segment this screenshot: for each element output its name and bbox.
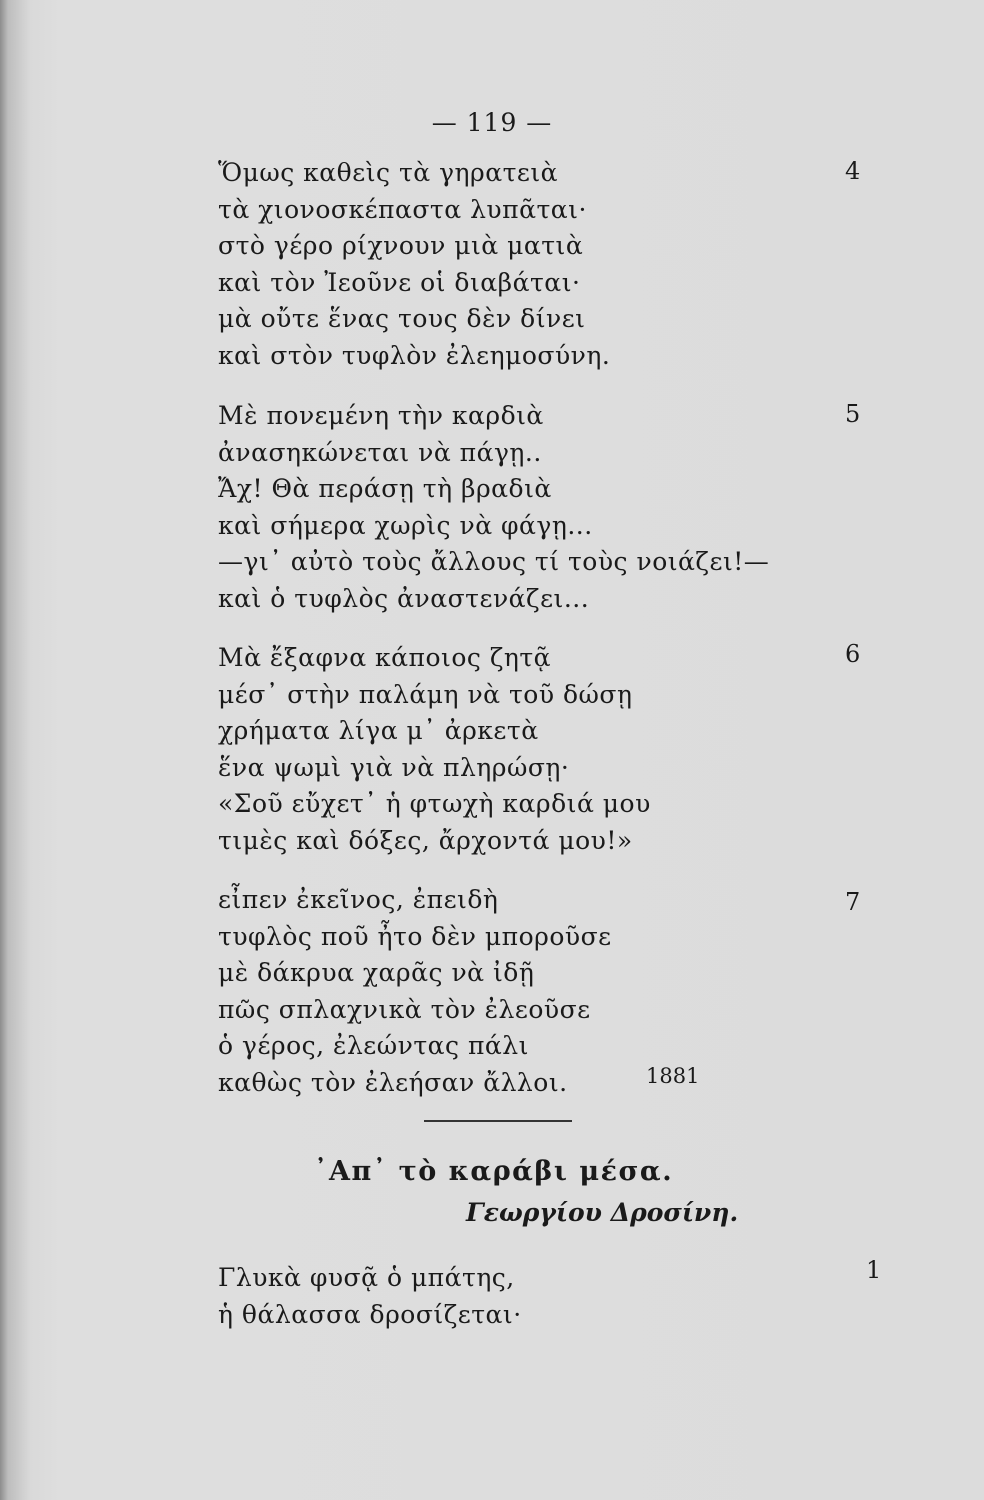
stanza-7 (218, 882, 612, 1102)
verse-line: μέσ᾿ στὴν παλάμη νὰ τοῦ δώσῃ (218, 679, 633, 709)
verse-line: ἡ θάλασσα δροσίζεται· (218, 1299, 522, 1329)
verse-line: χρήματα λίγα μ᾿ ἀρκετὰ (218, 716, 539, 746)
stanza-6 (218, 640, 651, 860)
poem-author: Γεωργίου Δροσίνη. (466, 1198, 739, 1227)
stanza-number: 1 (866, 1256, 882, 1284)
verse-line: καθὼς τὸν ἐλεήσαν ἄλλοι. (218, 1067, 568, 1097)
verse-line: «Σοῦ εὔχετ᾿ ἡ φτωχὴ καρδιά μου (218, 789, 651, 819)
poem-date: 1881 (646, 1064, 700, 1088)
verse-line: Ἄχ! Θὰ περάσῃ τὴ βραδιὰ (218, 474, 552, 504)
verse-line: τυφλὸς ποῦ ἦτο δὲν μποροῦσε (218, 921, 612, 951)
verse-line: εἶπεν ἐκεῖνος, ἐπειδὴ (218, 885, 499, 914)
stanza-1 (218, 1260, 522, 1333)
stanza-4 (218, 155, 610, 375)
page-number: — 119 — (431, 108, 553, 137)
stanza-number: 4 (845, 157, 861, 185)
verse-line: καὶ τὸν Ἰεοῦνε οἱ διαβάται· (218, 267, 581, 297)
verse-line: Μὲ πονεμένη τὴν καρδιὰ (218, 401, 544, 430)
stanza-number: 6 (845, 640, 861, 668)
section-divider (424, 1120, 572, 1122)
verse-line: τιμὲς καὶ δόξες, ἄρχοντά μου!» (218, 825, 633, 855)
verse-line: καὶ στὸν τυφλὸν ἐλεημοσύνη. (218, 340, 611, 370)
stanza-5 (218, 398, 769, 618)
verse-line: πῶς σπλαχνικὰ τὸν ἐλεοῦσε (218, 994, 591, 1024)
verse-line: —γι᾿ αὐτὸ τοὺς ἄλλους τί τοὺς νοιάζει!— (218, 547, 770, 577)
poem-title: ᾿Απ᾿ τὸ καράβι μέσα. (314, 1156, 674, 1187)
verse-line: ἀνασηκώνεται νὰ πάγῃ.. (218, 437, 542, 467)
verse-line: ἕνα ψωμὶ γιὰ νὰ πληρώσῃ· (218, 752, 570, 782)
verse-line: τὰ χιονοσκέπαστα λυπᾶται· (218, 194, 587, 224)
verse-line: Ὅμως καθεὶς τὰ γηρατειὰ (218, 158, 559, 187)
verse-line: Γλυκὰ φυσᾷ ὁ μπάτης, (218, 1263, 515, 1292)
verse-line: καὶ σήμερα χωρὶς νὰ φάγῃ... (218, 510, 593, 540)
verse-line: καὶ ὁ τυφλὸς ἀναστενάζει... (218, 583, 590, 613)
stanza-number: 5 (845, 400, 861, 428)
verse-line: στὸ γέρο ρίχνουν μιὰ ματιὰ (218, 231, 584, 261)
stanza-number: 7 (845, 888, 861, 916)
verse-line: μὰ οὔτε ἕνας τους δὲν δίνει (218, 304, 586, 334)
verse-line: ὁ γέρος, ἐλεώντας πάλι (218, 1031, 529, 1061)
verse-line: μὲ δάκρυα χαρᾶς νὰ ἰδῇ (218, 958, 535, 988)
verse-line: Μὰ ἔξαφνα κάποιος ζητᾷ (218, 643, 552, 672)
